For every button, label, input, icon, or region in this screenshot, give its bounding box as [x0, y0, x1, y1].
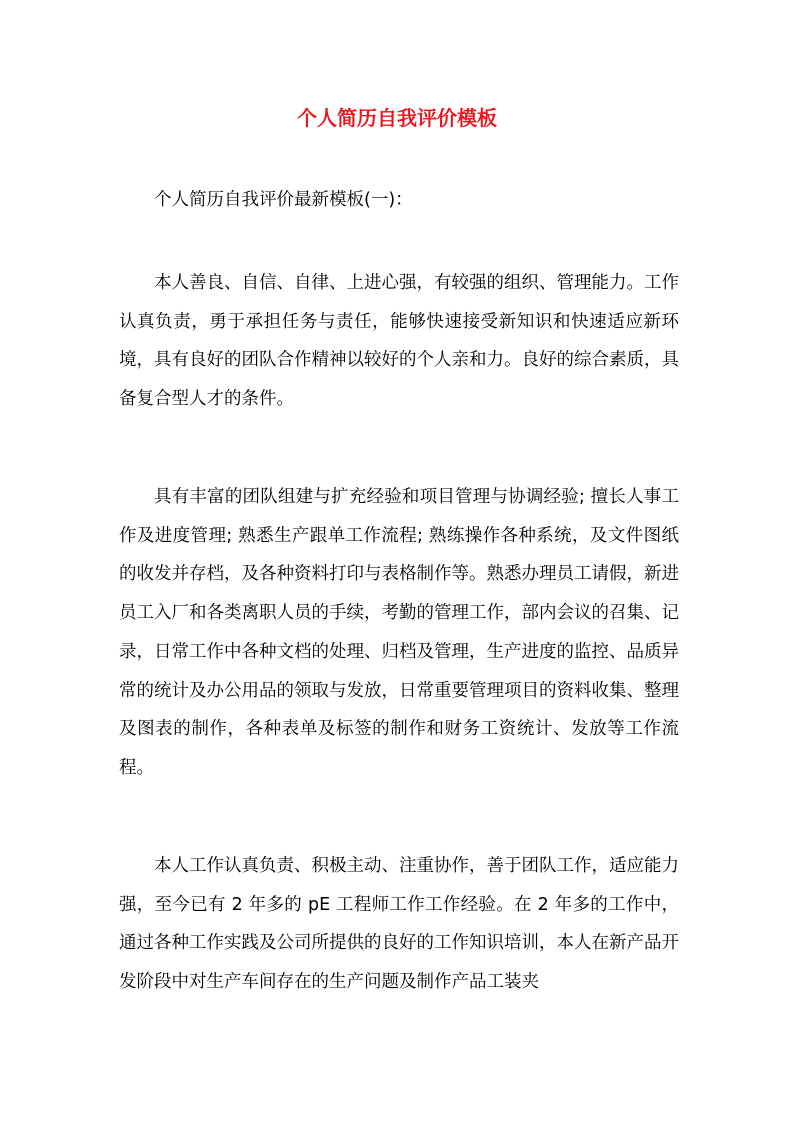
paragraph-3: 本人工作认真负责、积极主动、注重协作，善于团队工作，适应能力强，至今已有 2 年多的 pE 工程师工作工作经验。在 2 年多的工作中，通过各种工作实践及公司所提供的良好的工作知识培训，本人在新产品开发阶段中对生产车间存在的生产问题及制作产品工装夹 [119, 856, 679, 993]
paragraph-2: 具有丰富的团队组建与扩充经验和项目管理与协调经验; 擅长人事工作及进度管理; 熟悉生产跟单工作流程; 熟练操作各种系统，及文件图纸的收发并存档，及各种资料打印与表格制作等。熟悉办理员工请假，新进员工入厂和各类离职人员的手续，考勤的管理工作，部内会议的召集、记录，日常工作中各种文档的处理、归档及管理，生产进度的监控、品质异常的统计及办公用品的领取与发放，日常重要管理项目的资料收集、整理及图表的制作，各种表单及标签的制作和财务工资统计、发放等工作流程。 [119, 487, 679, 778]
document-title: 个人简历自我评价模板 [297, 106, 497, 130]
paragraph-1: 本人善良、自信、自律、上进心强，有较强的组织、管理能力。工作认真负责，勇于承担任务与责任，能够快速接受新知识和快速适应新环境，具有良好的团队合作精神以较好的个人亲和力。良好的综合素质，具备复合型人才的条件。 [119, 273, 679, 410]
section-heading: 个人简历自我评价最新模板(一)： [154, 190, 413, 210]
